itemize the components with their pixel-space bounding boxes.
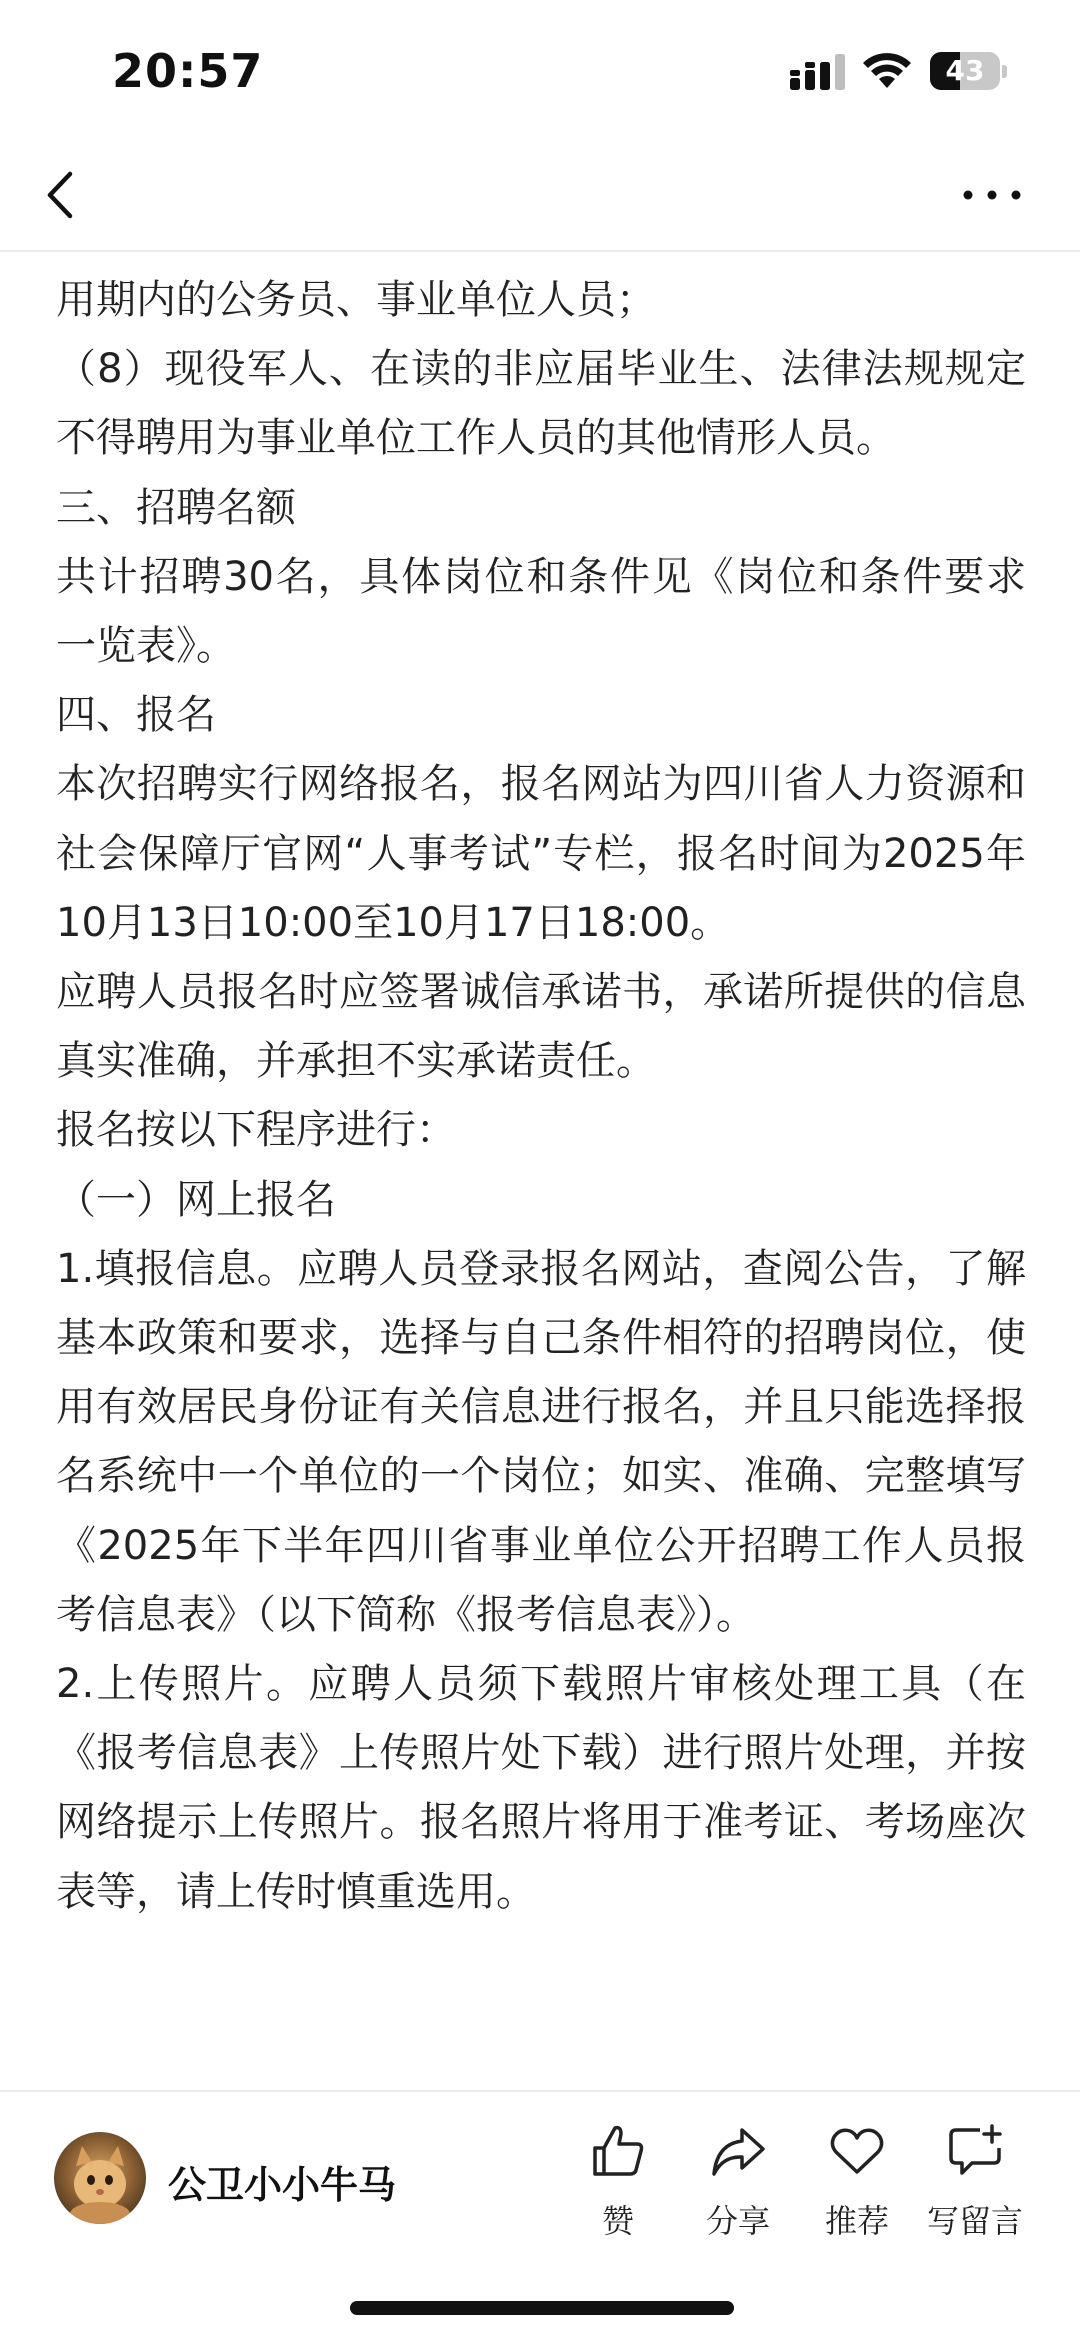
article-text: [56, 266, 1026, 1927]
share-label: 分享: [705, 2202, 770, 2240]
article-paragraph: 共计招聘30名，具体岗位和条件见《岗位和条件要求一览表》。: [56, 553, 1026, 670]
avatar[interactable]: [54, 2132, 146, 2224]
thumbs-up-icon: [589, 2122, 647, 2180]
more-dots-icon[interactable]: [960, 170, 1024, 220]
comment-plus-icon: [946, 2122, 1004, 2180]
article-paragraph: 应聘人员报名时应签署诚信承诺书，承诺所提供的信息真实准确，并承担不实承诺责任。: [56, 969, 1026, 1085]
comment-label: 写留言: [926, 2202, 1023, 2240]
section-heading: 四、报名: [56, 692, 216, 739]
subsection-heading: （一）网上报名: [56, 1176, 336, 1223]
share-button[interactable]: [678, 2122, 798, 2242]
article-paragraph: 报名按以下程序进行：: [56, 1107, 456, 1154]
article-paragraph: 本次招聘实行网络报名，报名网站为四川省人力资源和社会保障厅官网“人事考试”专栏，报名时间为2025年10月13日10:00至10月17日18:00。: [56, 761, 1026, 946]
battery-percent: 43: [945, 54, 985, 87]
article-body: [0, 252, 1080, 2090]
recommend-label: 推荐: [824, 2202, 889, 2240]
comment-button[interactable]: [915, 2122, 1035, 2242]
status-time: 20:57: [112, 44, 264, 98]
article-paragraph: （8）现役军人、在读的非应届毕业生、法律法规规定不得聘用为事业单位工作人员的其他情形人员。: [56, 346, 1026, 462]
signal-icon: [790, 54, 846, 90]
section-heading: 三、招聘名额: [56, 484, 296, 531]
author-name[interactable]: 公卫小小牛马: [168, 2163, 397, 2207]
heart-icon: [828, 2122, 886, 2180]
article-paragraph: 2.上传照片。应聘人员须下载照片审核处理工具（在《报考信息表》上传照片处下载）进行照片处理，并按网络提示上传照片。报名照片将用于准考证、考场座次表等，请上传时慎重选用。: [56, 1661, 1026, 1915]
wifi-icon: [862, 52, 912, 90]
recommend-button[interactable]: [797, 2122, 917, 2242]
nav-bar: [0, 140, 1080, 252]
like-button[interactable]: [558, 2122, 678, 2242]
article-paragraph: 用期内的公务员、事业单位人员；: [56, 277, 656, 323]
share-arrow-icon: [709, 2122, 767, 2180]
battery-cap: [1002, 65, 1007, 78]
back-chevron-icon[interactable]: [36, 162, 92, 228]
battery-indicator: [930, 52, 1008, 90]
home-indicator[interactable]: [350, 2301, 734, 2315]
status-bar: [0, 0, 1080, 140]
bottom-action-bar: [0, 2090, 1080, 2337]
like-label: 赞: [601, 2202, 634, 2240]
battery-body: [930, 52, 1000, 90]
article-paragraph: 1.填报信息。应聘人员登录报名网站，查阅公告，了解基本政策和要求，选择与自己条件相符的招聘岗位，使用有效居民身份证有关信息进行报名，并且只能选择报名系统中一个单位的一个岗位；如实、准确、完整填写《2025年下半年四川省事业单位公开招聘工作人员报考信息表》（以下简称《报考信息表》）。: [56, 1245, 1026, 1638]
